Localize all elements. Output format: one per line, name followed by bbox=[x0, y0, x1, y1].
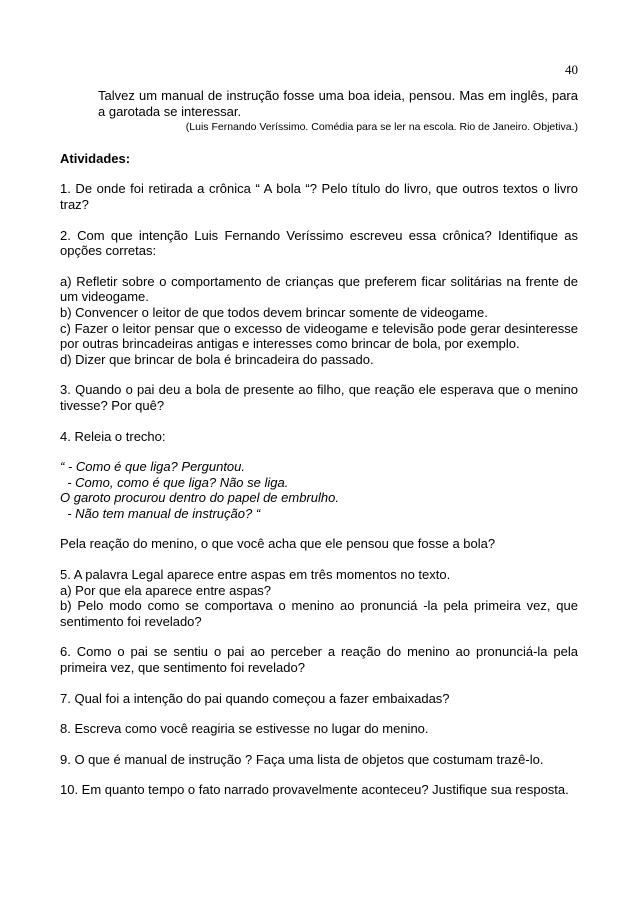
excerpt-line: O garoto procurou dentro do papel de embrulho. bbox=[60, 490, 339, 506]
intro-paragraph: Talvez um manual de instrução fosse uma boa ideia, pensou. Mas em inglês, para a garotada se interessar. bbox=[98, 88, 578, 119]
question-4-prompt: Pela reação do menino, o que você acha que ele pensou que fosse a bola? bbox=[60, 536, 496, 552]
question-5-option-b: b) Pelo modo como se comportava o menino ao pronunciá -la pela primeira vez, que sentimento foi revelado? bbox=[60, 598, 578, 629]
citation: (Luis Fernando Veríssimo. Comédia para se ler na escola. Rio de Janeiro. Objetiva.) bbox=[185, 121, 578, 134]
page-content bbox=[60, 88, 578, 798]
question-6: 6. Como o pai se sentiu o pai ao perceber a reação do menino ao pronunciá-la pela primeira vez, que sentimento foi revelado? bbox=[60, 644, 578, 676]
option-c: c) Fazer o leitor pensar que o excesso de videogame e televisão pode gerar desinteresse por outras brincadeiras antigas e interesses como brincar de bola, por exemplo. bbox=[60, 320, 578, 352]
question-1: 1. De onde foi retirada a crônica “ A bola “? Pelo título do livro, que outros textos o livro traz? bbox=[60, 181, 578, 212]
question-2-options bbox=[60, 274, 578, 368]
question-10: 10. Em quanto tempo o fato narrado provavelmente aconteceu? Justifique sua resposta. bbox=[60, 782, 569, 798]
question-2: 2. Com que intenção Luis Fernando Veríssimo escreveu essa crônica? Identifique as opções corretas: bbox=[60, 227, 578, 259]
excerpt-line: - Não tem manual de instrução? “ bbox=[60, 505, 261, 521]
activities-heading: Atividades: bbox=[60, 150, 131, 166]
question-5: 5. A palavra Legal aparece entre aspas em três momentos no texto. bbox=[60, 567, 451, 583]
question-4: 4. Releia o trecho: bbox=[60, 428, 166, 444]
question-7: 7. Qual foi a intenção do pai quando começou a fazer embaixadas? bbox=[60, 690, 450, 706]
option-b: b) Convencer o leitor de que todos devem brincar somente de videogame. bbox=[60, 304, 488, 320]
question-3: 3. Quando o pai deu a bola de presente ao filho, que reação ele esperava que o menino tivesse? Por quê? bbox=[60, 382, 578, 413]
excerpt-line: - Como, como é que liga? Não se liga. bbox=[60, 474, 289, 490]
question-5-option-a: a) Por que ela aparece entre aspas? bbox=[60, 582, 272, 598]
excerpt bbox=[60, 459, 578, 521]
option-a: a) Refletir sobre o comportamento de crianças que preferem ficar solitárias na frente de um videogame. bbox=[60, 273, 578, 305]
question-8: 8. Escreva como você reagiria se estivesse no lugar do menino. bbox=[60, 721, 429, 737]
excerpt-line: “ - Como é que liga? Perguntou. bbox=[60, 459, 245, 475]
option-d: d) Dizer que brincar de bola é brincadeira do passado. bbox=[60, 351, 374, 367]
page-number: 40 bbox=[565, 62, 578, 77]
question-9: 9. O que é manual de instrução ? Faça uma lista de objetos que costumam trazê-lo. bbox=[60, 751, 544, 767]
